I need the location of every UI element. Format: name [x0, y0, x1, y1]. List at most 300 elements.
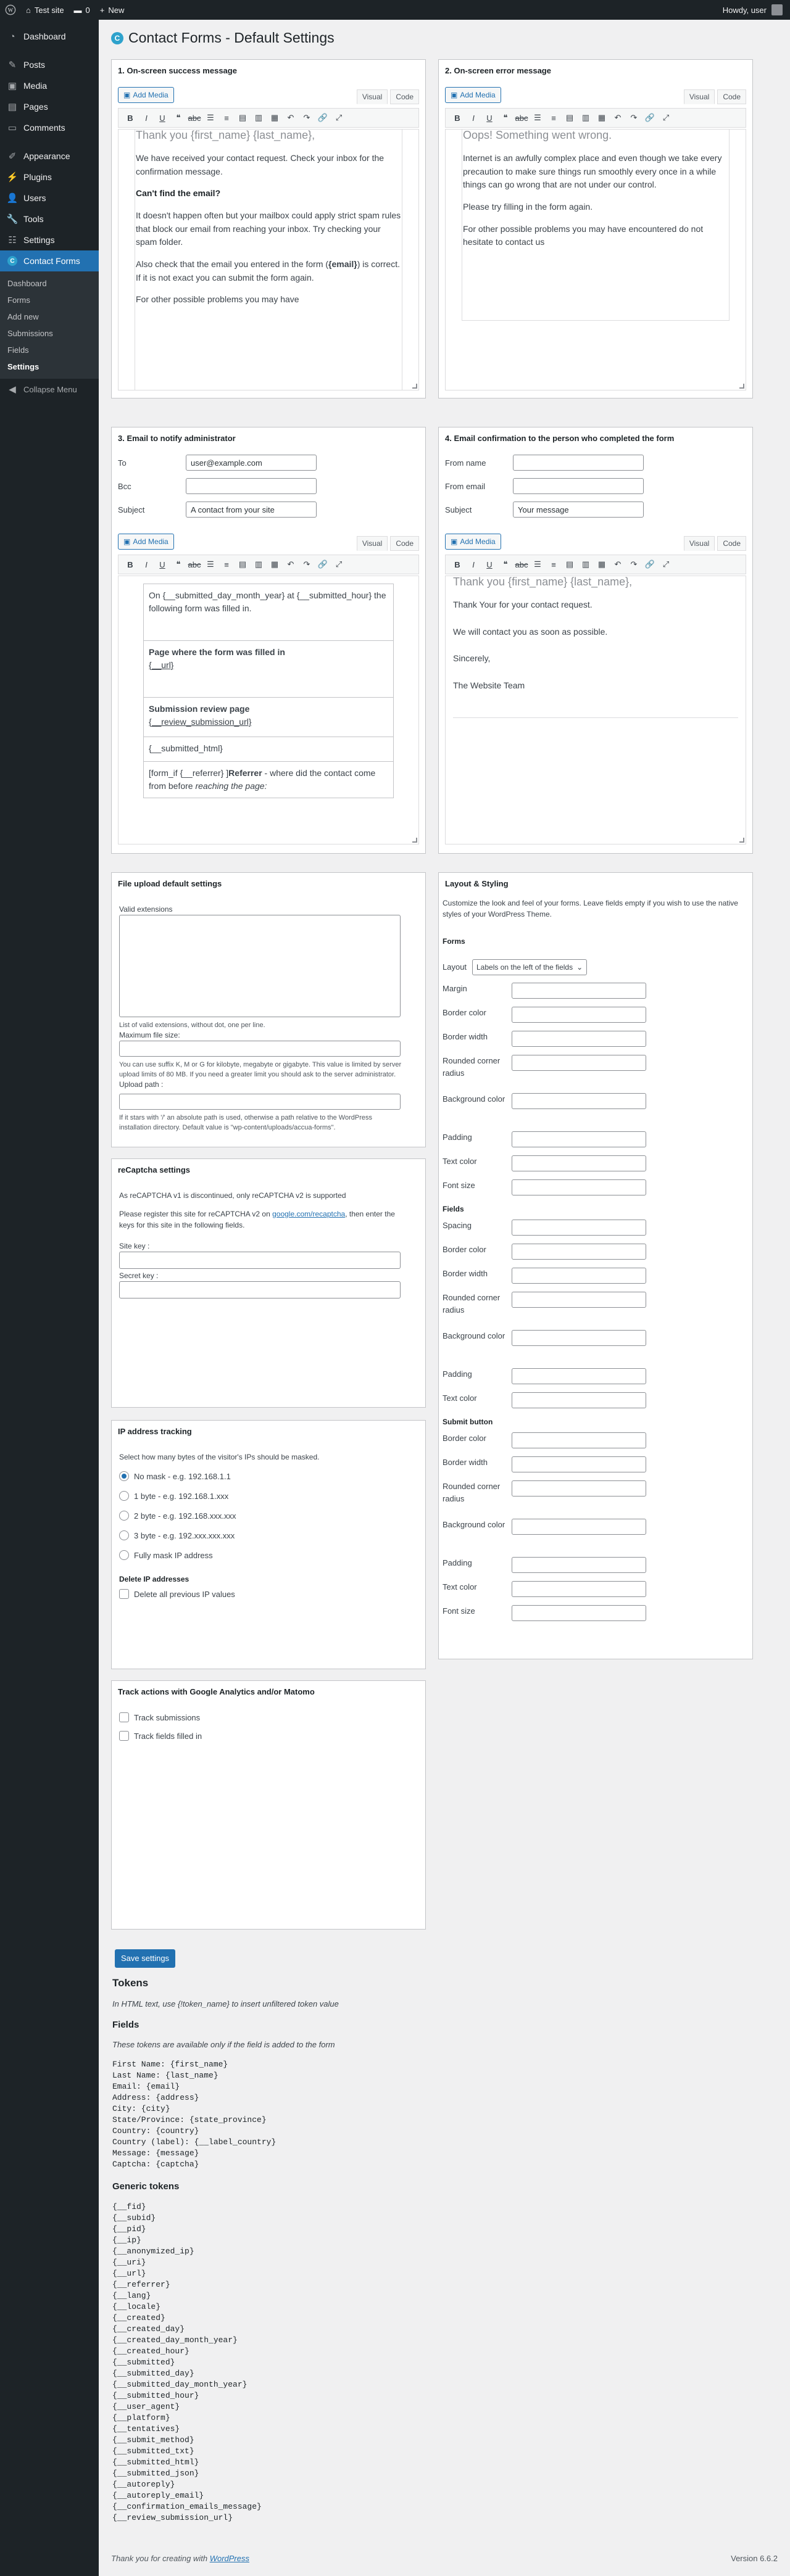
style-field-input[interactable]: [512, 1432, 646, 1448]
style-field-row: [443, 1155, 646, 1171]
numbered-list-icon[interactable]: ≡: [551, 559, 556, 569]
from-name-input[interactable]: [513, 455, 644, 471]
editor-tabs: [684, 89, 746, 104]
style-field-label: Border color: [443, 1245, 486, 1254]
link-icon[interactable]: 🔗: [644, 113, 655, 122]
editor-paragraph: The Website Team: [453, 680, 525, 690]
style-field-label: Background color: [443, 1331, 505, 1340]
numbered-list-icon[interactable]: ≡: [224, 559, 229, 569]
panel-title: IP address tracking: [118, 1427, 192, 1436]
token-line: {__submitted_json}: [112, 2469, 199, 2478]
media-icon: ▣: [451, 91, 458, 99]
new-label: New: [108, 5, 125, 15]
radio-icon: [119, 1550, 129, 1560]
bold-icon[interactable]: B: [454, 559, 460, 569]
style-field-input[interactable]: [512, 983, 646, 999]
from-email-label: From email: [445, 481, 486, 491]
align-left-icon[interactable]: ▤: [238, 559, 247, 569]
style-field-row: [443, 1605, 646, 1621]
tokens-section: [112, 1977, 730, 2524]
blockquote-icon[interactable]: ❝: [503, 113, 508, 122]
panel-file-upload: [111, 872, 426, 1147]
align-center-icon[interactable]: ▥: [581, 559, 590, 569]
radio-label: Fully mask IP address: [134, 1550, 213, 1560]
style-field-label: Padding: [443, 1133, 472, 1142]
panel-title: 1. On-screen success message: [118, 66, 237, 75]
style-field-input[interactable]: [512, 1179, 646, 1195]
delete-ip-checkbox[interactable]: [119, 1585, 235, 1603]
style-field-label: Rounded corner radius: [443, 1482, 501, 1503]
new-content-link[interactable]: [95, 0, 130, 20]
valid-extensions-hint: List of valid extensions, without dot, one per line.: [119, 1022, 265, 1029]
radio-label: 3 byte - e.g. 192.xxx.xxx.xxx: [134, 1530, 235, 1540]
numbered-list-icon[interactable]: ≡: [224, 113, 229, 123]
undo-icon[interactable]: ↶: [614, 559, 622, 569]
align-right-icon[interactable]: ▦: [597, 113, 606, 122]
comments-count: 0: [85, 5, 90, 15]
home-icon: ⌂: [26, 5, 31, 15]
strikethrough-icon[interactable]: abc: [515, 559, 528, 569]
add-media-button[interactable]: [445, 534, 501, 550]
sidebar-item-settings[interactable]: [0, 229, 99, 250]
wrench-icon: 🔧: [6, 214, 19, 225]
fullscreen-icon[interactable]: ⤢: [335, 559, 343, 569]
ip-mask-option[interactable]: [119, 1545, 236, 1565]
editor-toolbar: [118, 555, 419, 574]
sidebar-item-media[interactable]: [0, 75, 99, 96]
panel-title: File upload default settings: [118, 879, 222, 888]
editor-paragraph: Please try filling in the form again.: [463, 201, 593, 212]
style-field-row: [443, 1131, 646, 1147]
style-field-label: Border color: [443, 1434, 486, 1443]
align-right-icon[interactable]: ▦: [270, 113, 279, 122]
blockquote-icon[interactable]: ❝: [503, 559, 508, 569]
token-line: {__autoreply_email}: [112, 2491, 204, 2500]
editor-subheading: Can't find the email?: [136, 188, 221, 199]
plus-icon: +: [99, 5, 105, 15]
link-icon[interactable]: 🔗: [644, 559, 655, 569]
add-media-button[interactable]: [118, 87, 174, 103]
radio-label: 1 byte - e.g. 192.168.1.xxx: [134, 1491, 229, 1501]
radio-label: 2 byte - e.g. 192.168.xxx.xxx: [134, 1511, 236, 1521]
style-field-input[interactable]: [512, 1268, 646, 1284]
editor-paragraph: For other possible problems you may have encountered do not hesitate to contact us: [463, 223, 704, 247]
tab-code[interactable]: Code: [390, 89, 419, 104]
table-cell: [144, 698, 394, 737]
editor-paragraph: [136, 258, 401, 284]
sidebar-item-label: Users: [23, 193, 46, 203]
comments-link[interactable]: [69, 0, 95, 20]
style-field-label: Border width: [443, 1269, 488, 1278]
style-field-label: Border width: [443, 1458, 488, 1467]
tab-code[interactable]: Code: [390, 536, 419, 551]
editor-paragraph: Thank Your for your contact request.: [453, 599, 592, 609]
recaptcha-link[interactable]: google.com/recaptcha: [272, 1210, 346, 1218]
layout-select[interactable]: [472, 959, 587, 975]
sidebar-item-contact-forms[interactable]: [0, 250, 99, 271]
strikethrough-icon[interactable]: abc: [188, 113, 201, 123]
max-file-size-label: Maximum file size:: [119, 1031, 180, 1039]
token-line: City: {city}: [112, 2104, 170, 2113]
underline-icon[interactable]: U: [159, 113, 165, 123]
ip-description: Select how many bytes of the visitor's IPs should be masked.: [119, 1453, 320, 1461]
plug-icon: ⚡: [6, 172, 19, 183]
wordpress-link[interactable]: WordPress: [209, 2554, 249, 2563]
token-line: {__url}: [112, 2269, 146, 2278]
style-field-row: [443, 1330, 646, 1346]
style-field-label: Rounded corner radius: [443, 1056, 501, 1078]
token-line: {__pid}: [112, 2224, 146, 2234]
style-field-row: [443, 1480, 646, 1505]
save-settings-button[interactable]: Save settings: [115, 1949, 175, 1968]
style-field-row: [443, 1392, 646, 1408]
footer-text: Thank you for creating with: [111, 2554, 210, 2563]
confirmation-email-editor[interactable]: [445, 576, 746, 844]
fields-heading: Fields: [443, 1205, 464, 1213]
token-line: First Name: {first_name}: [112, 2060, 228, 2069]
tab-visual[interactable]: Visual: [357, 536, 388, 551]
footer-thanks: [111, 2554, 249, 2563]
tracking-options: [119, 1708, 202, 1745]
italic-icon[interactable]: I: [472, 559, 475, 569]
tab-visual[interactable]: Visual: [684, 89, 715, 104]
token-line: Country (label): {__label_country}: [112, 2137, 276, 2147]
style-field-label: Font size: [443, 1606, 475, 1616]
style-field-row: [443, 983, 646, 999]
collapse-menu-button[interactable]: [0, 379, 99, 400]
style-field-input[interactable]: [512, 1330, 646, 1346]
valid-extensions-textarea[interactable]: [119, 915, 401, 1017]
table-cell: [144, 584, 394, 641]
token-line: Message: {message}: [112, 2149, 199, 2158]
subject-row: [445, 502, 644, 518]
sidebar-item-appearance[interactable]: [0, 146, 99, 167]
text-part: , then enter the keys for this site in the following fields.: [119, 1210, 395, 1229]
ip-mask-options: [119, 1466, 236, 1565]
style-field-row: [443, 1368, 646, 1384]
style-field-label: Text color: [443, 1393, 477, 1403]
track-submissions-checkbox[interactable]: [119, 1708, 202, 1727]
admin-email-editor[interactable]: [118, 576, 419, 844]
undo-icon[interactable]: ↶: [287, 559, 294, 569]
editor-paragraph: Sincerely,: [453, 653, 491, 664]
style-field-input[interactable]: [512, 1519, 646, 1535]
style-field-row: [443, 1093, 646, 1109]
link-icon[interactable]: 🔗: [317, 113, 328, 122]
admin-bar: [0, 0, 790, 20]
token-line: {__user_agent}: [112, 2402, 180, 2411]
cell-text: [form_if {__referrer} ]: [149, 768, 229, 778]
style-field-label: Spacing: [443, 1221, 472, 1230]
collapse-label: Collapse Menu: [23, 384, 77, 394]
token-line: {__created}: [112, 2313, 165, 2322]
style-field-input[interactable]: [512, 1220, 646, 1236]
cell-heading: Submission review page: [149, 704, 250, 714]
strikethrough-icon[interactable]: abc: [188, 559, 201, 569]
submenu-add-new[interactable]: Add new: [7, 312, 39, 321]
generic-tokens-heading: Generic tokens: [112, 2181, 180, 2192]
submenu-forms[interactable]: Forms: [7, 295, 30, 305]
submenu-settings[interactable]: Settings: [7, 362, 40, 371]
align-right-icon[interactable]: ▦: [270, 559, 279, 569]
style-field-label: Background color: [443, 1520, 505, 1529]
style-field-input[interactable]: [512, 1007, 646, 1023]
style-field-input[interactable]: [512, 1581, 646, 1597]
sidebar-item-comments[interactable]: [0, 117, 99, 138]
token-line: {__submitted_txt}: [112, 2446, 194, 2456]
align-left-icon[interactable]: ▤: [565, 559, 574, 569]
sliders-icon: ☷: [8, 235, 17, 246]
submenu-fields[interactable]: Fields: [7, 345, 29, 355]
tab-code[interactable]: Code: [717, 89, 746, 104]
fullscreen-icon[interactable]: ⤢: [662, 559, 670, 569]
style-field-row: [443, 1292, 646, 1316]
token-line: {__anonymized_ip}: [112, 2247, 194, 2256]
underline-icon[interactable]: U: [486, 113, 493, 123]
panel-error-message: [438, 59, 753, 398]
comment-icon: ▬: [73, 5, 82, 15]
resize-handle[interactable]: [412, 384, 417, 389]
my-account-link[interactable]: [723, 4, 790, 15]
media-icon: ▣: [7, 81, 17, 91]
sidebar-item-pages[interactable]: [0, 96, 99, 117]
redo-icon[interactable]: ↷: [303, 559, 310, 569]
style-field-row: [443, 1179, 646, 1195]
redo-icon[interactable]: ↷: [303, 113, 310, 122]
editor-paragraph: We have received your contact request. Check your inbox for the confirmation message.: [136, 152, 385, 176]
page-title-text: Contact Forms - Default Settings: [128, 30, 335, 46]
secret-key-input[interactable]: [119, 1281, 401, 1298]
style-field-input[interactable]: [512, 1456, 646, 1472]
style-field-row: [443, 1432, 646, 1448]
sidebar-item-label: Pages: [23, 102, 48, 112]
editor-paragraph: It doesn't happen often but your mailbox could apply strict spam rules that block our email from reaching your inbox. Try checking your spam folder.: [136, 210, 401, 247]
editor-tabs: [684, 536, 746, 551]
ip-mask-option[interactable]: [119, 1525, 236, 1545]
style-field-input[interactable]: [512, 1605, 646, 1621]
align-left-icon[interactable]: ▤: [565, 113, 574, 122]
style-field-row: [443, 1456, 646, 1472]
blockquote-icon[interactable]: ❝: [176, 113, 181, 122]
style-field-input[interactable]: [512, 1055, 646, 1071]
wordpress-logo-icon[interactable]: [0, 0, 21, 20]
style-field-label: Text color: [443, 1157, 477, 1166]
editor-paragraph: Internet is an awfully complex place and even though we take every precaution to make sure things run smoothly every once in a while things can go wrong that are not under our control.: [463, 152, 722, 190]
link-icon[interactable]: 🔗: [317, 559, 328, 569]
style-field-input[interactable]: [512, 1031, 646, 1047]
add-media-button[interactable]: [445, 87, 501, 103]
submenu-dashboard[interactable]: Dashboard: [7, 279, 47, 288]
token-line: {__created_day_month_year}: [112, 2335, 238, 2345]
site-name-link[interactable]: [21, 0, 69, 20]
text-part: ) is correct. If it is not exact you can submit the form again.: [136, 259, 400, 283]
sidebar-item-label: Media: [23, 81, 48, 91]
style-field-row: [443, 1581, 646, 1597]
panel-title: 4. Email confirmation to the person who completed the form: [445, 434, 675, 443]
fields-tokens-heading: Fields: [112, 2020, 139, 2030]
tab-visual[interactable]: Visual: [357, 89, 388, 104]
sidebar-item-plugins[interactable]: [0, 167, 99, 188]
italic-icon[interactable]: I: [145, 113, 148, 123]
subject-input[interactable]: A contact from your site: [186, 502, 317, 518]
resize-handle[interactable]: [412, 838, 417, 843]
token-line: {__submitted_html}: [112, 2458, 199, 2467]
contact-forms-submenu: [0, 271, 99, 379]
subject-input[interactable]: Your message: [513, 502, 644, 518]
bold-icon[interactable]: B: [127, 113, 133, 123]
track-fields-checkbox[interactable]: [119, 1727, 202, 1745]
success-message-editor[interactable]: [118, 129, 419, 390]
style-field-input[interactable]: [512, 1557, 646, 1573]
underline-icon[interactable]: U: [159, 559, 165, 569]
checkbox-label: Delete all previous IP values: [134, 1589, 235, 1599]
add-media-button[interactable]: [118, 534, 174, 550]
fullscreen-icon[interactable]: ⤢: [662, 113, 670, 122]
style-field-row: [443, 1519, 646, 1535]
ip-mask-option[interactable]: [119, 1466, 236, 1486]
blockquote-icon[interactable]: ❝: [176, 559, 181, 569]
token-line: {__submit_method}: [112, 2435, 194, 2445]
collapse-icon: ◀: [9, 384, 16, 395]
style-field-input[interactable]: [512, 1244, 646, 1260]
strikethrough-icon[interactable]: abc: [515, 113, 528, 123]
generic-tokens-list: [112, 2202, 730, 2524]
delete-ip-heading: Delete IP addresses: [119, 1575, 189, 1583]
bold-icon[interactable]: B: [454, 113, 460, 123]
style-field-input[interactable]: [512, 1480, 646, 1496]
submenu-submissions[interactable]: Submissions: [7, 329, 53, 338]
sidebar-item-posts[interactable]: [0, 54, 99, 75]
table-cell: [144, 762, 394, 798]
subject-label: Subject: [445, 505, 472, 514]
forms-heading: Forms: [443, 937, 465, 946]
style-field-input[interactable]: [512, 1131, 646, 1147]
style-field-label: Border width: [443, 1032, 488, 1041]
bcc-input[interactable]: [186, 478, 317, 494]
text-part: Please register this site for reCAPTCHA v2 on: [119, 1210, 273, 1218]
numbered-list-icon[interactable]: ≡: [551, 113, 556, 123]
cell-token: {__review_submission_url}: [149, 717, 252, 727]
redo-icon[interactable]: ↷: [630, 113, 638, 122]
style-field-row: [443, 1557, 646, 1573]
media-icon: ▣: [123, 537, 131, 546]
token-line: {__submitted_hour}: [112, 2391, 199, 2400]
token-line: {__uri}: [112, 2258, 146, 2267]
fullscreen-icon[interactable]: ⤢: [335, 113, 343, 122]
token-line: {__created_day}: [112, 2324, 185, 2334]
panel-admin-notification: [111, 427, 426, 854]
sidebar-item-users[interactable]: [0, 188, 99, 208]
page-icon: ▤: [7, 102, 17, 112]
comment-icon: ▭: [7, 123, 17, 133]
redo-icon[interactable]: ↷: [630, 559, 638, 569]
submit-heading: Submit button: [443, 1418, 493, 1426]
sidebar-item-label: Appearance: [23, 151, 70, 161]
to-input[interactable]: user@example.com: [186, 455, 317, 471]
editor-toolbar: [445, 108, 746, 128]
token-line: {__tentatives}: [112, 2424, 180, 2434]
upload-path-input[interactable]: [119, 1094, 401, 1110]
pin-icon: ✎: [8, 60, 17, 70]
admin-footer: [111, 2554, 778, 2563]
style-field-row: [443, 1220, 646, 1236]
user-icon: 👤: [6, 193, 19, 204]
bold-icon[interactable]: B: [127, 559, 133, 569]
add-media-label: Add Media: [460, 537, 496, 546]
bullet-list-icon[interactable]: ☰: [534, 113, 541, 122]
style-field-input[interactable]: [512, 1368, 646, 1384]
undo-icon[interactable]: ↶: [614, 113, 622, 122]
italic-icon[interactable]: I: [472, 113, 475, 123]
tokens-note: In HTML text, use {!token_name} to insert unfiltered token value: [112, 1999, 339, 2008]
resize-handle[interactable]: [739, 838, 744, 843]
ip-mask-option[interactable]: [119, 1486, 236, 1506]
token-line: Last Name: {last_name}: [112, 2071, 218, 2080]
bullet-list-icon[interactable]: ☰: [534, 559, 541, 569]
token-line: {__lang}: [112, 2291, 151, 2300]
sidebar-item-label: Plugins: [23, 172, 52, 182]
fields-tokens-note: These tokens are available only if the field is added to the form: [112, 2040, 335, 2049]
align-center-icon[interactable]: ▥: [581, 113, 590, 122]
panel-recaptcha: [111, 1158, 426, 1408]
sidebar-item-label: Settings: [23, 235, 55, 245]
align-center-icon[interactable]: ▥: [254, 559, 263, 569]
error-message-editor[interactable]: [445, 129, 746, 390]
ip-mask-option[interactable]: [119, 1506, 236, 1525]
tab-code[interactable]: Code: [717, 536, 746, 551]
style-field-input[interactable]: [512, 1093, 646, 1109]
align-right-icon[interactable]: ▦: [597, 559, 606, 569]
sidebar-item-dashboard[interactable]: [0, 26, 99, 47]
sidebar-item-tools[interactable]: [0, 208, 99, 229]
site-key-input[interactable]: [119, 1252, 401, 1269]
style-field-row: [443, 1031, 646, 1047]
style-field-label: Rounded corner radius: [443, 1293, 501, 1315]
email-table: [143, 584, 394, 798]
max-file-size-hint: You can use suffix K, M or G for kilobyte, megabyte or gigabyte. This value is limited by server upload limits of 80 MB. If you need a greater limit you should ask to the server administrator.: [119, 1061, 402, 1078]
bullet-list-icon[interactable]: ☰: [207, 113, 214, 122]
layout-description: Customize the look and feel of your forms. Leave fields empty if you wish to use the native styles of your WordPress Theme.: [443, 899, 738, 919]
style-field-row: [443, 1055, 646, 1080]
tab-visual[interactable]: Visual: [684, 536, 715, 551]
bcc-row: [118, 478, 317, 494]
resize-handle[interactable]: [739, 384, 744, 389]
sidebar-item-label: Contact Forms: [23, 256, 80, 266]
style-field-row: [443, 1244, 646, 1260]
align-center-icon[interactable]: ▥: [254, 113, 263, 122]
max-file-size-input[interactable]: [119, 1041, 401, 1057]
style-field-input[interactable]: [512, 1155, 646, 1171]
email-token: {email}: [328, 259, 357, 270]
page-title: [111, 30, 335, 46]
style-field-input[interactable]: [512, 1392, 646, 1408]
checkbox-icon: [119, 1731, 129, 1741]
bullet-list-icon[interactable]: ☰: [207, 559, 214, 569]
align-left-icon[interactable]: ▤: [238, 113, 247, 122]
from-email-row: [445, 478, 644, 494]
undo-icon[interactable]: ↶: [287, 113, 294, 122]
italic-icon[interactable]: I: [145, 559, 148, 569]
panel-title: 3. Email to notify administrator: [118, 434, 236, 443]
bcc-label: Bcc: [118, 481, 131, 491]
from-email-input[interactable]: [513, 478, 644, 494]
style-field-input[interactable]: [512, 1292, 646, 1308]
underline-icon[interactable]: U: [486, 559, 493, 569]
cell-token: {__submitted_html}: [149, 743, 223, 753]
panel-title: reCaptcha settings: [118, 1165, 191, 1174]
table-cell: [144, 641, 394, 698]
admin-sidebar: [0, 20, 99, 2576]
